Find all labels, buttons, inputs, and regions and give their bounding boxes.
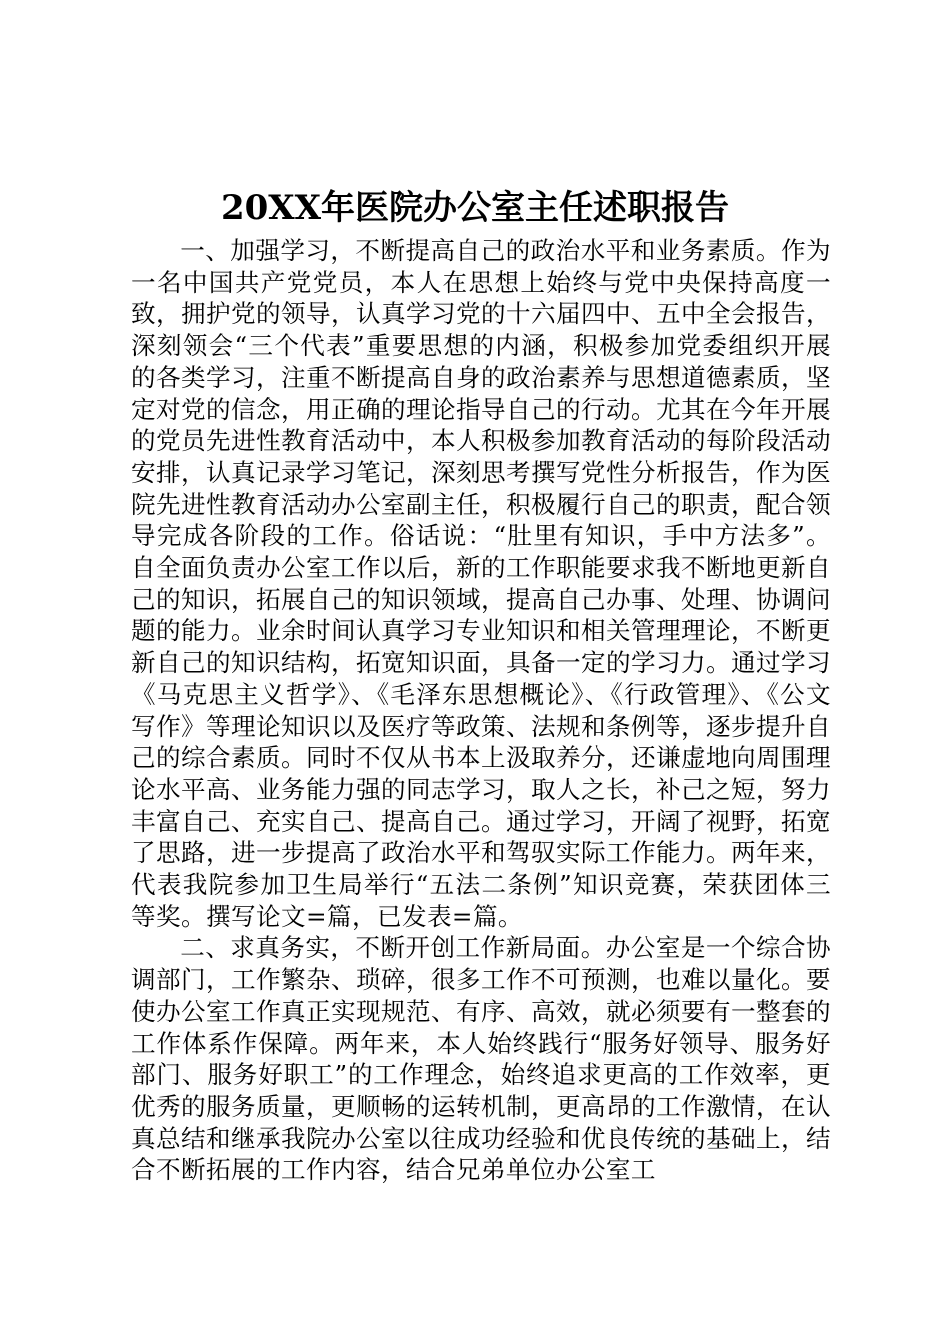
paragraph-1: 一、加强学习，不断提高自己的政治水平和业务素质。作为一名中国共产党党员，本人在思想上始终与党中央保持高度一致，拥护党的领导，认真学习党的十六届四中、五中全会报告，深刻领会“三个代表”重要思想的内涵，积极参加党委组织开展的各类学习，注重不断提高自身的政治素养与思想道德素质，坚定对党的信念，用正确的理论指导自己的行动。尤其在今年开展的党员先进性教育活动中，本人积极参加教育活动的每阶段活动安排，认真记录学习笔记，深刻思考撰写党性分析报告，作为医院先进性教育活动办公室副主任，积极履行自己的职责，配合领导完成各阶段的工作。俗话说：“肚里有知识，手中方法多”。自全面负责办公室工作以后，新的工作职能要求我不断地更新自己的知识，拓展自己的知识领域，提高自己办事、处理、协调问题的能力。业余时间认真学习专业知识和相关管理理论，不断更新自己的知识结构，拓宽知识面，具备一定的学习力。通过学习《马克思主义哲学》、《毛泽东思想概论》、《行政管理》、《公文写作》等理论知识以及医疗等政策、法规和条例等，逐步提升自己的综合素质。同时不仅从书本上汲取养分，还谦虚地向周围理论水平高、业务能力强的同志学习，取人之长，补己之短，努力丰富自己、充实自己、提高自己。通过学习，开阔了视野，拓宽了思路，进一步提高了政治水平和驾驭实际工作能力。两年来，代表我院参加卫生局举行“五法二条例”知识竞赛，荣获团体三等奖。撰写论文=篇，已发表=篇。	[131, 236, 831, 931]
paragraph-2: 二、求真务实，不断开创工作新局面。办公室是一个综合协调部门，工作繁杂、琐碎，很多工作不可预测，也难以量化。要使办公室工作真正实现规范、有序、高效，就必须要有一整套的工作体系作保障。两年来，本人始终践行“服务好领导、服务好部门、服务好职工”的工作理念，始终追求更高的工作效率，更优秀的服务质量，更顺畅的运转机制，更高昂的工作激情，在认真总结和继承我院办公室以往成功经验和优良传统的基础上，结合不断拓展的工作内容，结合兄弟单位办公室工	[131, 933, 831, 1185]
document-title: 20XX年医院办公室主任述职报告	[220, 188, 730, 228]
document-body	[131, 235, 831, 1186]
